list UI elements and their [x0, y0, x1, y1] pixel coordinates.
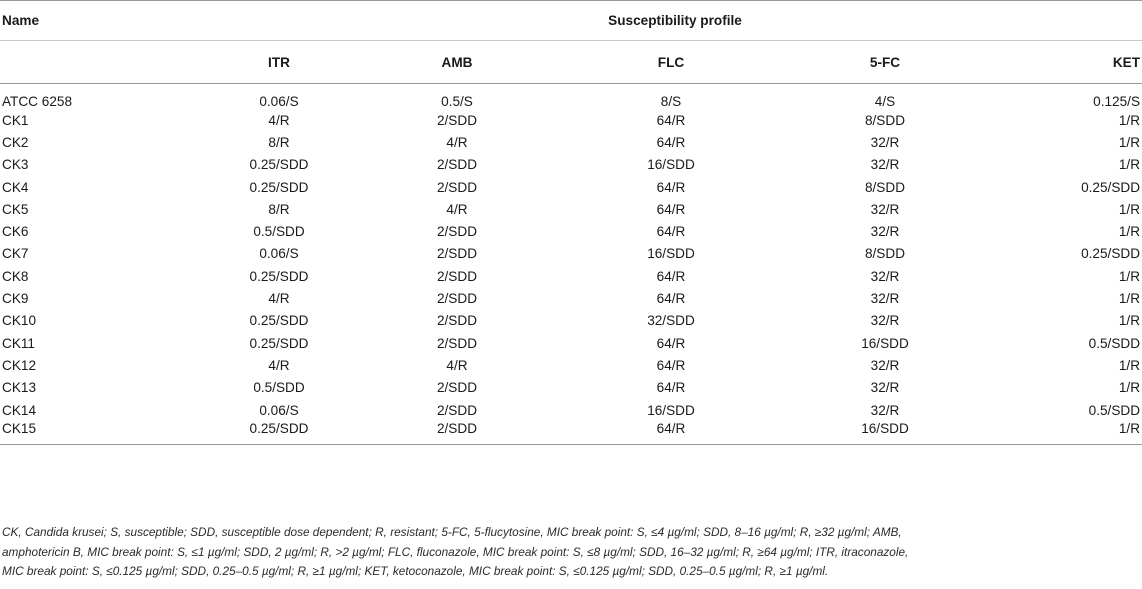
cell-itr: 0.06/S	[259, 402, 299, 418]
row-name: CK15	[0, 421, 208, 445]
cell-itr: 0.06/S	[259, 94, 299, 109]
cell-ket: 1/R	[1118, 224, 1141, 240]
cell-ket: 1/R	[992, 421, 1142, 445]
row-name: CK1	[2, 112, 29, 128]
cell-ket: 1/R	[1118, 291, 1141, 307]
footnote-line: amphotericin B, MIC break point: S, ≤1 µg/ml; SDD, 2 µg/ml; R, >2 µg/ml; FLC, fluconazole, MIC break point: S, ≤8 µg/ml; SDD, 16–32 µg/ml; R, ≥64 µg/ml; ITR, itraconazole,	[2, 544, 909, 559]
cell-amb: 2/SDD	[436, 179, 478, 195]
table-row	[0, 354, 1142, 376]
row-name: CK3	[2, 157, 29, 173]
cell-amb: 0.5/S	[441, 94, 473, 109]
table-row	[0, 109, 1142, 131]
column-header-amb: AMB	[350, 41, 564, 84]
table-row	[0, 220, 1142, 242]
cell-itr: 0.25/SDD	[249, 179, 309, 195]
cell-5fc: 32/R	[870, 268, 900, 284]
cell-flc: 64/R	[656, 291, 686, 307]
cell-ket: 0.5/SDD	[1088, 335, 1141, 351]
cell-ket: 1/R	[1118, 201, 1141, 217]
table-row	[0, 243, 1142, 265]
row-name: CK2	[2, 134, 29, 150]
cell-itr: 4/R	[268, 112, 290, 128]
cell-itr: 0.5/SDD	[253, 380, 305, 396]
row-name: CK5	[2, 201, 29, 217]
cell-5fc: 32/R	[870, 134, 900, 150]
row-name: CK8	[2, 268, 29, 284]
table-row	[0, 176, 1142, 198]
cell-itr: 8/R	[268, 134, 290, 150]
table-row	[0, 332, 1142, 354]
susceptibility-profile-header: Susceptibility profile	[208, 1, 1142, 41]
cell-ket: 0.25/SDD	[1081, 246, 1141, 262]
cell-flc: 16/SDD	[647, 157, 695, 173]
table-footnote	[2, 523, 1140, 582]
cell-5fc: 16/SDD	[778, 421, 992, 445]
table-row	[0, 399, 1142, 421]
cell-flc: 64/R	[656, 268, 686, 284]
cell-ket: 1/R	[1118, 380, 1141, 396]
cell-itr: 0.25/SDD	[249, 313, 309, 329]
header-row-columns	[0, 41, 1142, 84]
cell-itr: 4/R	[268, 357, 290, 373]
table-row	[0, 287, 1142, 309]
table-row	[0, 154, 1142, 176]
cell-itr: 0.25/SDD	[249, 268, 309, 284]
cell-flc: 64/R	[656, 201, 686, 217]
cell-ket: 1/R	[1118, 313, 1141, 329]
cell-amb: 2/SDD	[436, 335, 478, 351]
row-name: CK10	[2, 313, 37, 329]
footnote-line: MIC break point: S, ≤0.125 µg/ml; SDD, 0.25–0.5 µg/ml; R, ≥1 µg/ml; KET, ketoconazole, MIC break point: S, ≤0.125 µg/ml; SDD, 0.25–0.5 µg/ml; R, ≥1 µg/ml.	[2, 564, 829, 578]
cell-5fc: 32/R	[870, 380, 900, 396]
cell-itr: 0.25/SDD	[249, 157, 309, 173]
cell-amb: 2/SDD	[436, 291, 478, 307]
row-name: ATCC 6258	[2, 94, 73, 109]
row-name: CK13	[2, 380, 37, 396]
cell-flc: 64/R	[656, 134, 686, 150]
cell-5fc: 16/SDD	[861, 335, 909, 351]
cell-flc: 64/R	[656, 335, 686, 351]
table-row	[0, 198, 1142, 220]
column-header-flc: FLC	[564, 41, 778, 84]
cell-amb: 2/SDD	[436, 268, 478, 284]
cell-ket: 1/R	[1118, 157, 1141, 173]
cell-5fc: 8/SDD	[864, 246, 906, 262]
cell-flc: 64/R	[564, 421, 778, 445]
cell-amb: 2/SDD	[436, 157, 478, 173]
cell-amb: 2/SDD	[350, 421, 564, 445]
cell-flc: 64/R	[656, 224, 686, 240]
cell-itr: 0.5/SDD	[253, 224, 305, 240]
table-row	[0, 84, 1142, 110]
cell-5fc: 8/SDD	[864, 112, 906, 128]
name-header: Name	[0, 1, 208, 41]
cell-flc: 64/R	[656, 112, 686, 128]
cell-flc: 8/S	[660, 94, 682, 109]
row-name: CK6	[2, 224, 29, 240]
cell-amb: 2/SDD	[436, 402, 478, 418]
cell-ket: 1/R	[1118, 134, 1141, 150]
cell-amb: 2/SDD	[436, 246, 478, 262]
row-name: CK4	[2, 179, 29, 195]
row-name: CK12	[2, 357, 37, 373]
column-header-ket: KET	[992, 41, 1142, 84]
cell-5fc: 32/R	[870, 402, 900, 418]
table-row	[0, 377, 1142, 399]
cell-flc: 32/SDD	[647, 313, 695, 329]
row-name: CK7	[2, 246, 29, 262]
cell-itr: 0.06/S	[259, 246, 299, 262]
cell-amb: 4/R	[446, 201, 468, 217]
cell-amb: 4/R	[446, 134, 468, 150]
cell-amb: 2/SDD	[436, 380, 478, 396]
footnote-line: CK, Candida krusei; S, susceptible; SDD, susceptible dose dependent; R, resistant; 5-FC, 5-flucytosine, MIC break point: S, ≤4 µg/ml; SDD, 8–16 µg/ml; R, ≥32 µg/ml; AMB,	[2, 525, 902, 539]
cell-5fc: 32/R	[870, 157, 900, 173]
cell-5fc: 8/SDD	[864, 179, 906, 195]
cell-itr: 8/R	[268, 201, 290, 217]
row-name: CK14	[2, 402, 37, 418]
cell-flc: 64/R	[656, 380, 686, 396]
cell-flc: 16/SDD	[647, 402, 695, 418]
cell-itr: 0.25/SDD	[249, 335, 309, 351]
cell-amb: 2/SDD	[436, 112, 478, 128]
cell-ket: 0.125/S	[1093, 94, 1141, 109]
cell-ket: 1/R	[1118, 357, 1141, 373]
row-name: CK9	[2, 291, 29, 307]
cell-flc: 64/R	[656, 179, 686, 195]
cell-ket: 0.25/SDD	[1081, 179, 1141, 195]
cell-5fc: 32/R	[870, 224, 900, 240]
cell-amb: 2/SDD	[436, 313, 478, 329]
cell-5fc: 32/R	[870, 357, 900, 373]
row-name: CK11	[2, 335, 35, 351]
header-row-group	[0, 1, 1142, 41]
cell-itr: 4/R	[268, 291, 290, 307]
table-row	[0, 421, 1142, 445]
cell-5fc: 32/R	[870, 201, 900, 217]
table-row	[0, 265, 1142, 287]
table-row	[0, 131, 1142, 153]
cell-amb: 2/SDD	[436, 224, 478, 240]
cell-amb: 4/R	[446, 357, 468, 373]
column-header-itr: ITR	[208, 41, 350, 84]
table-row	[0, 310, 1142, 332]
cell-ket: 0.5/SDD	[1088, 402, 1141, 418]
cell-flc: 16/SDD	[647, 246, 695, 262]
cell-ket: 1/R	[1118, 112, 1141, 128]
cell-flc: 64/R	[656, 357, 686, 373]
cell-ket: 1/R	[1118, 268, 1141, 284]
cell-itr: 0.25/SDD	[208, 421, 350, 445]
cell-5fc: 4/S	[874, 94, 896, 109]
cell-5fc: 32/R	[870, 291, 900, 307]
cell-5fc: 32/R	[870, 313, 900, 329]
column-header-5fc: 5-FC	[778, 41, 992, 84]
empty-header-cell	[0, 41, 208, 84]
